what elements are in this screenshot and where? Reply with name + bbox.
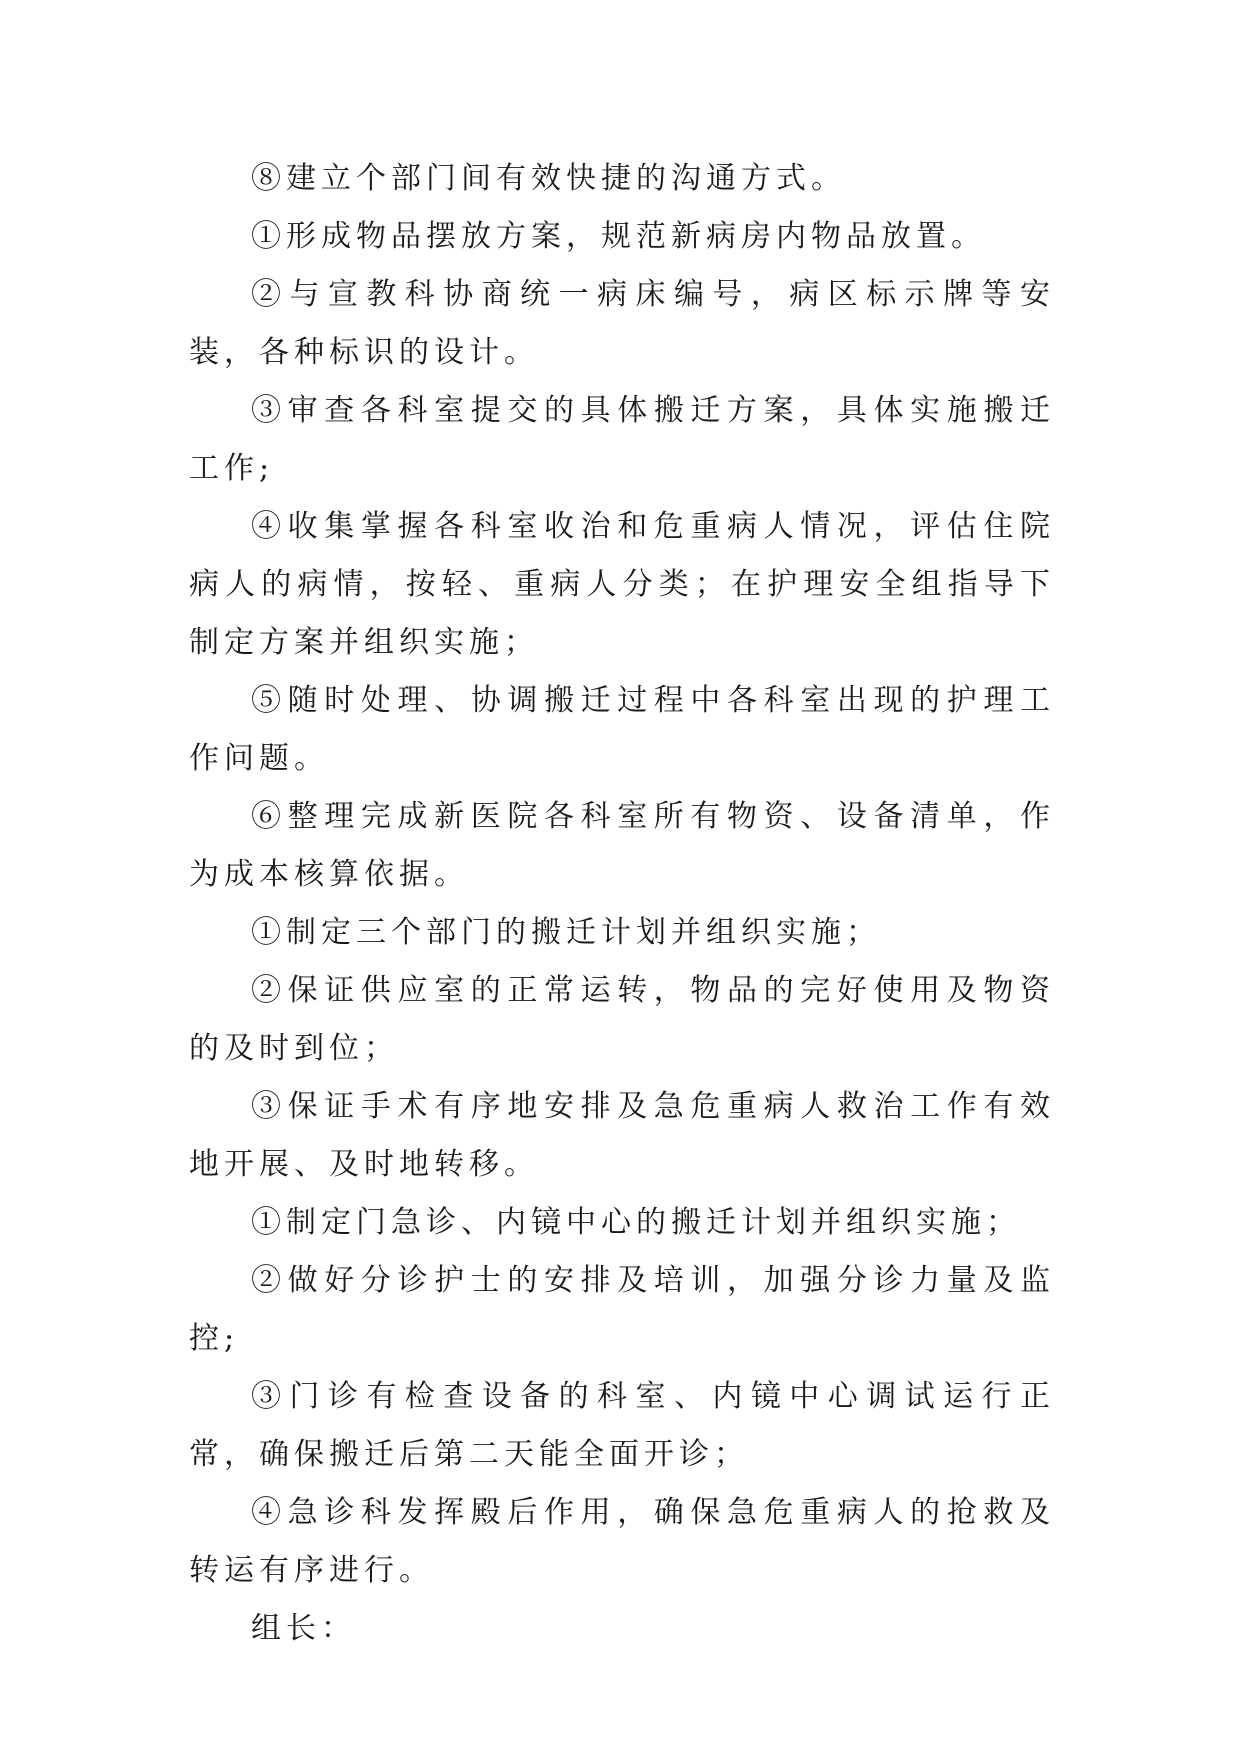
paragraph-communication: ⑧建立个部门间有效快捷的沟通方式。 [251, 161, 846, 196]
document-body [189, 150, 1055, 1658]
paragraph-emergency: ④急诊科发挥殿后作用，确保急危重病人的抢救及转运有序进行。 [189, 1495, 1055, 1588]
paragraph-review-plans: ③审查各科室提交的具体搬迁方案，具体实施搬迁工作; [189, 393, 1055, 486]
paragraph-inventory: ⑥整理完成新医院各科室所有物资、设备清单，作为成本核算依据。 [189, 799, 1055, 892]
paragraph-supply-room: ②保证供应室的正常运转，物品的完好使用及物资的及时到位； [189, 973, 1055, 1066]
paragraph-surgery: ③保证手术有序地安排及急危重病人救治工作有效地开展、及时地转移。 [189, 1089, 1055, 1182]
paragraph-equipment: ③门诊有检查设备的科室、内镜中心调试运行正常，确保搬迁后第二天能全面开诊； [189, 1379, 1055, 1472]
paragraph-patient-assessment: ④收集掌握各科室收治和危重病人情况，评估住院病人的病情，按轻、重病人分类；在护理安全组指导下制定方案并组织实施； [189, 509, 1055, 660]
paragraph-three-departments: ①制定三个部门的搬迁计划并组织实施； [251, 915, 881, 950]
paragraph-outpatient-plan: ①制定门急诊、内镜中心的搬迁计划并组织实施； [251, 1205, 1021, 1240]
paragraph-coordination: ⑤随时处理、协调搬迁过程中各科室出现的护理工作问题。 [189, 683, 1055, 776]
paragraph-team-leader: 组长： [251, 1611, 356, 1646]
paragraph-item-placement: ①形成物品摆放方案，规范新病房内物品放置。 [251, 219, 986, 254]
paragraph-triage: ②做好分诊护士的安排及培训，加强分诊力量及监控; [189, 1263, 1055, 1356]
paragraph-bed-numbering: ②与宣教科协商统一病床编号，病区标示牌等安装，各种标识的设计。 [189, 277, 1055, 370]
